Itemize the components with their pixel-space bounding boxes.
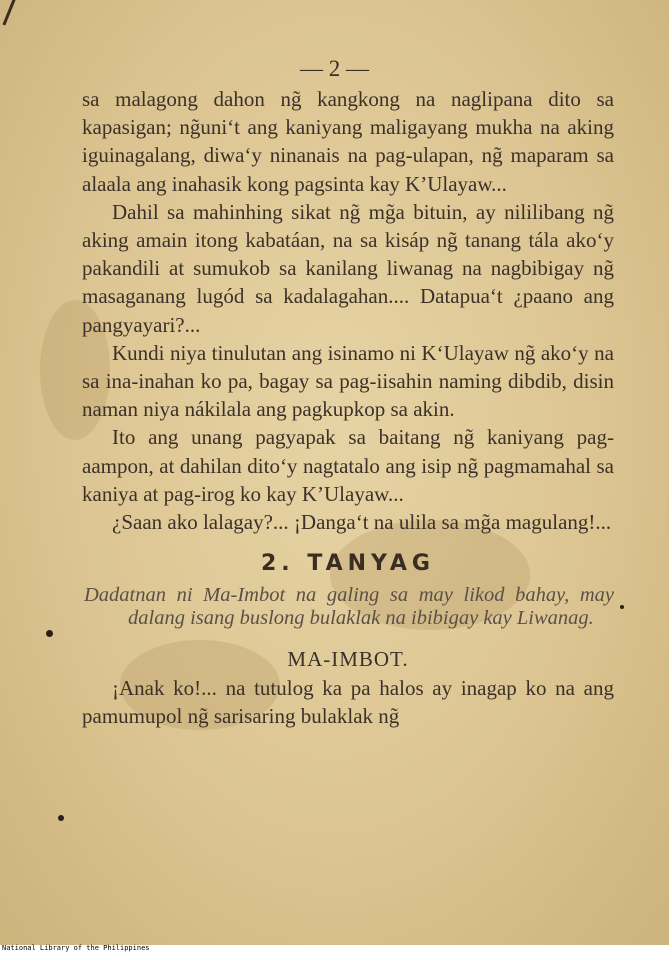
ink-mark: [2, 0, 18, 26]
paragraph: Ito ang unang pagyapak sa baitang ng̃ kaniyang pag-aampon, at dahilan dito‘y nagtatalo ang isip ng̃ pagmamahal sa kaniya at pag-irog ko kay K’Ulayaw...: [82, 425, 614, 506]
ink-dot: [46, 630, 53, 637]
ink-dot: [58, 815, 64, 821]
page-body: [82, 85, 614, 731]
library-credit: National Library of the Philippines: [2, 944, 150, 952]
dialogue-line: ¡Anak ko!... na tutulog ka pa halos ay inagap ko na ang pamumupol ng̃ sarisaring bulaklak ng̃: [82, 676, 614, 729]
page-number: — 2 —: [300, 56, 369, 81]
speaker-name: MA-IMBOT.: [287, 647, 409, 672]
paragraph: Dahil sa mahinhing sikat ng̃ mg̃a bituin, ay nililibang ng̃ aking amain itong kabatáan, na sa kisáp ng̃ tanang tála ako‘y pakandili at sumukob sa kanilang liwanag na nagbibigay ng̃ masaganang lugód sa kadalagahan.... Datapua‘t ¿paano ang pangyayari?...: [82, 199, 614, 337]
ink-dot: [620, 605, 624, 609]
stage-direction: Dadatnan ni Ma-Imbot na galing sa may likod bahay, may dalang isang buslong bulaklak na ibibigay kay Liwanag.: [84, 584, 614, 630]
paragraph: ¿Saan ako lalagay?... ¡Danga‘t na ulila sa mg̃a magulang!...: [112, 510, 612, 535]
paragraph: sa malagong dahon ng̃ kangkong na naglipana dito sa kapasigan; ng̃uni‘t ang kaniyang maligayang mukha na aking iguinagalang, diwa‘y ninanais na pag-ulapan, ng̃ maparam sa alaala ang inahasik kong pagsinta kay K’Ulayaw...: [82, 87, 614, 196]
paragraph: Kundi niya tinulutan ang isinamo ni K‘Ulayaw ng̃ ako‘y na sa ina-inahan ko pa, bagay sa pag-iisahin naming dibdib, disin naman niya nákilala ang pagkupkop sa akin.: [82, 340, 614, 422]
section-heading: 2. TANYAG: [261, 551, 435, 577]
